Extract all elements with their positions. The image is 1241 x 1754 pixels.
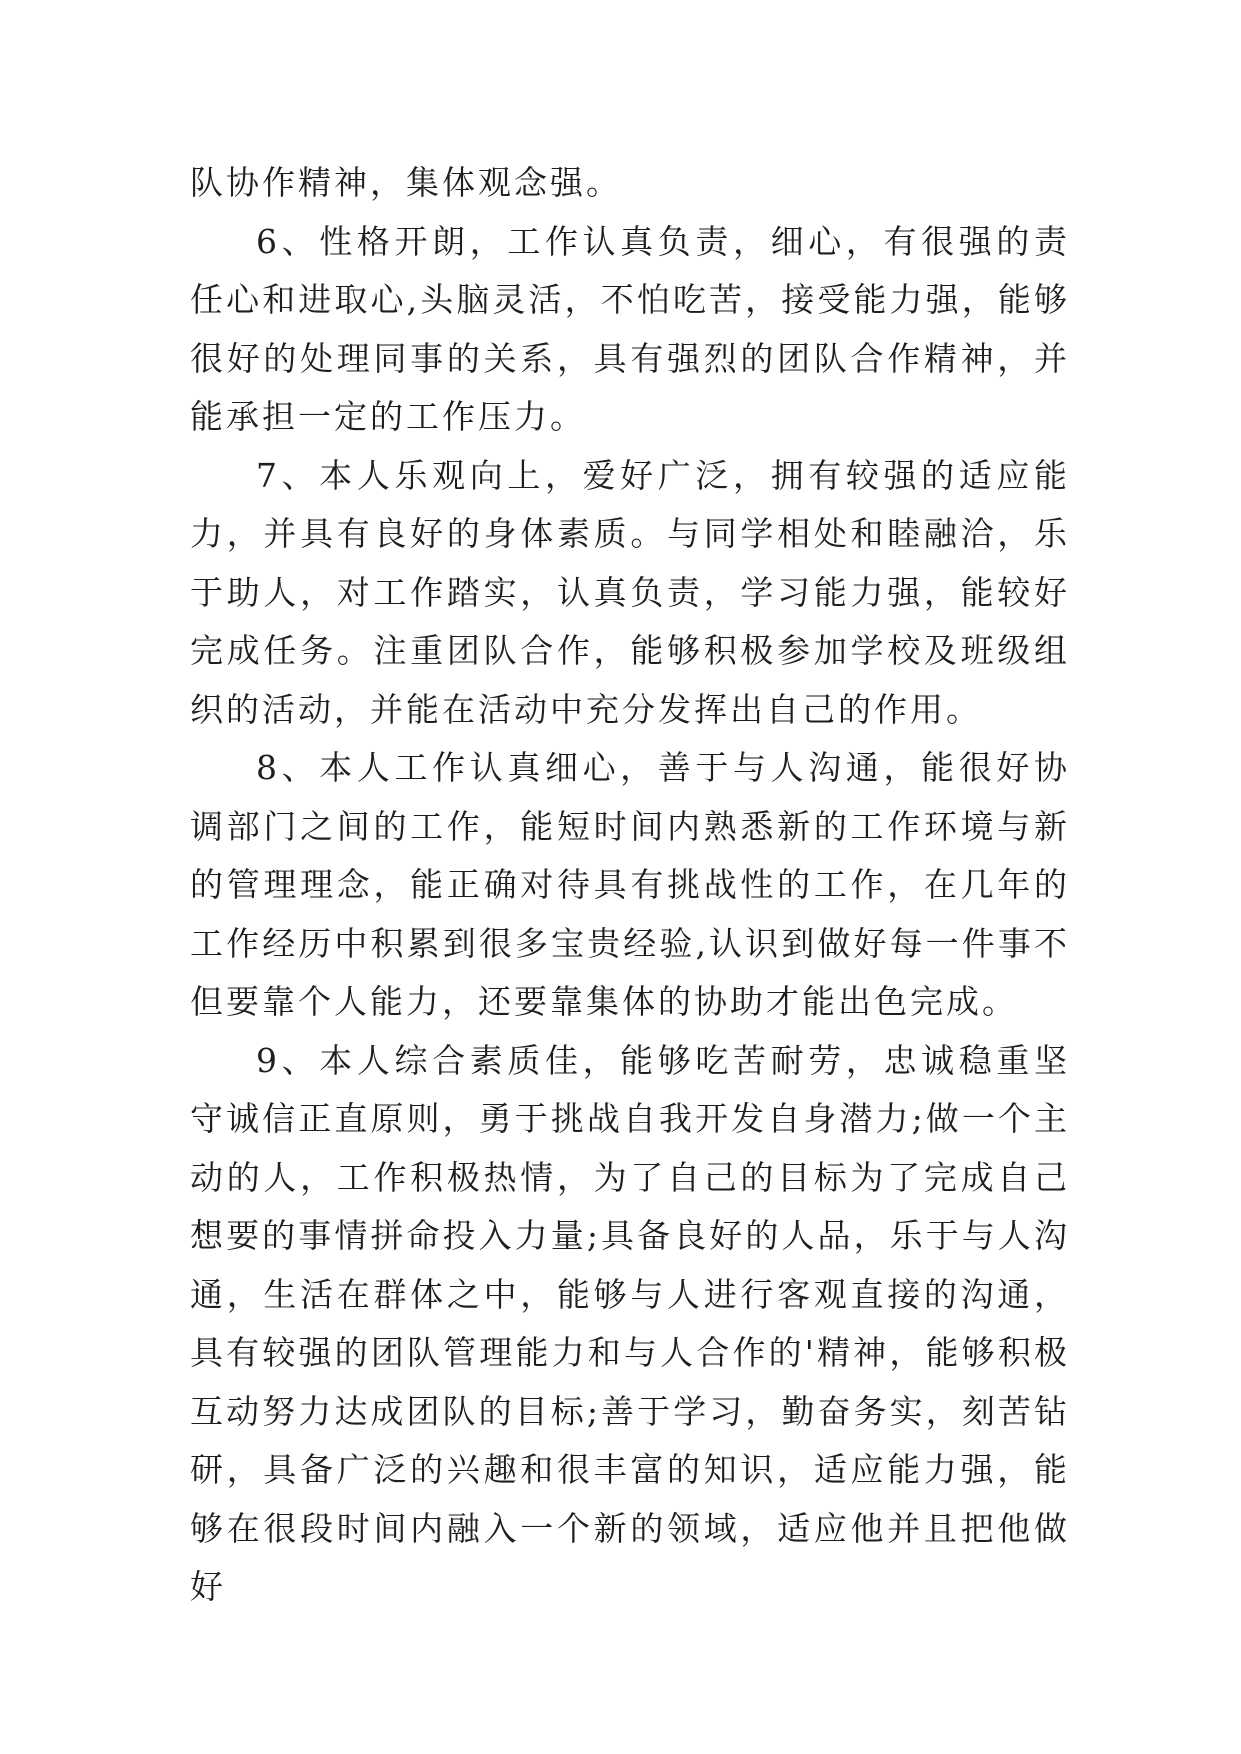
paragraph-8: 8、本人工作认真细心，善于与人沟通，能很好协调部门之间的工作，能短时间内熟悉新的工作环境与新的管理理念，能正确对待具有挑战性的工作，在几年的工作经历中积累到很多宝贵经验,认识到做好每一件事不但要靠个人能力，还要靠集体的协助才能出色完成。	[190, 748, 1070, 1021]
paragraph-9: 9、本人综合素质佳，能够吃苦耐劳，忠诚稳重坚守诚信正直原则，勇于挑战自我开发自身潜力;做一个主动的人，工作积极热情，为了自己的目标为了完成自己想要的事情拼命投入力量;具备良好的人品，乐于与人沟通，生活在群体之中，能够与人进行客观直接的沟通，具有较强的团队管理能力和与人合作的'精神，能够积极互动努力达成团队的目标;善于学习，勤奋务实，刻苦钻研，具备广泛的兴趣和很丰富的知识，适应能力强，能够在很段时间内融入一个新的领域，适应他并且把他做好	[190, 1040, 1070, 1606]
paragraph-5-continuation: 队协作精神，集体观念强。	[190, 163, 622, 202]
paragraph-6: 6、性格开朗，工作认真负责，细心，有很强的责任心和进取心,头脑灵活，不怕吃苦，接受能力强，能够很好的处理同事的关系，具有强烈的团队合作精神，并能承担一定的工作压力。	[190, 221, 1070, 436]
paragraph-7: 7、本人乐观向上，爱好广泛，拥有较强的适应能力，并具有良好的身体素质。与同学相处和睦融洽，乐于助人，对工作踏实，认真负责，学习能力强，能较好完成任务。注重团队合作，能够积极参加学校及班级组织的活动，并能在活动中充分发挥出自己的作用。	[190, 455, 1070, 729]
document-body	[190, 154, 1070, 1617]
